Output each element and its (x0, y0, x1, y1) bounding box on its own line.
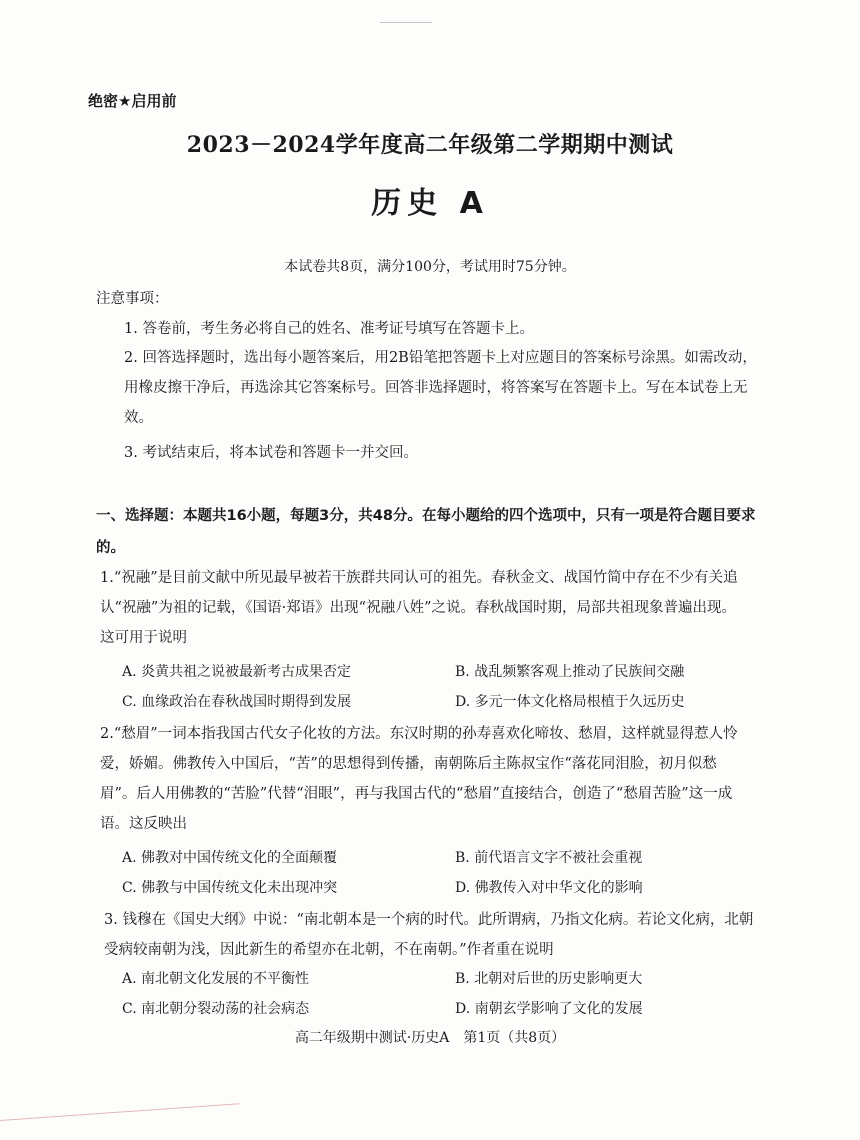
scan-mark (380, 22, 432, 23)
confidential-label: 绝密★启用前 (88, 92, 177, 110)
question-2-option-c: C. 佛教与中国传统文化未出现冲突 (122, 880, 338, 896)
note-item-2: 2. 回答选择题时，选出每小题答案后，用2B铅笔把答题卡上对应题目的答案标号涂黑。如需改动，用橡皮擦干净后，再选涂其它答案标号。回答非选择题时，将答案写在答题卡上。写在本试卷上无效。 (124, 350, 757, 426)
question-3-option-c: C. 南北朝分裂动荡的社会病态 (122, 1001, 310, 1017)
question-3-option-a: A. 南北朝文化发展的不平衡性 (122, 971, 310, 987)
question-1-option-a: A. 炎黄共祖之说被最新考古成果否定 (122, 664, 352, 680)
section-title: 一、选择题：本题共16小题，每题3分，共48分。在每小题给的四个选项中，只有一项是符合题目要求的。 (96, 508, 756, 556)
subject-title: 历史 A (371, 186, 489, 221)
scan-edge-mark (0, 1103, 239, 1121)
question-3-stem: 3. 钱穆在《国史大纲》中说：“南北朝本是一个病的时代。此所谓病，乃指文化病。若论文化病，北朝受病较南朝为浅，因此新生的希望亦在北朝，不在南朝。”作者重在说明 (104, 912, 754, 958)
question-2-option-d: D. 佛教传入对中华文化的影响 (455, 880, 643, 896)
question-3-option-b: B. 北朝对后世的历史影响更大 (455, 971, 643, 987)
note-item-1: 1. 答卷前，考生务必将自己的姓名、准考证号填写在答题卡上。 (124, 321, 534, 337)
question-1-stem: 1.“祝融”是目前文献中所见最早被若干族群共同认可的祖先。春秋金文、战国竹简中存在不少有关追认“祝融”为祖的记载，《国语·郑语》出现“祝融八姓”之说。春秋战国时期，局部共祖现象普遍出现。这可用于说明 (100, 570, 738, 646)
question-1-option-c: C. 血缘政治在春秋战国时期得到发展 (122, 694, 352, 710)
notes-heading: 注意事项： (96, 291, 169, 307)
question-1-option-d: D. 多元一体文化格局根植于久远历史 (455, 694, 685, 710)
page-footer: 高二年级期中测试·历史A 第1页（共8页） (294, 1030, 566, 1046)
exam-title: 2023－2024学年度高二年级第二学期期中测试 (186, 132, 674, 158)
note-item-3: 3. 考试结束后，将本试卷和答题卡一并交回。 (124, 445, 418, 461)
question-2-option-a: A. 佛教对中国传统文化的全面颠覆 (122, 850, 338, 866)
question-1-option-b: B. 战乱频繁客观上推动了民族间交融 (455, 664, 685, 680)
question-2-stem: 2.“愁眉”一词本指我国古代女子化妆的方法。东汉时期的孙寿喜欢化啼妆、愁眉，这样就显得惹人怜爱，娇媚。佛教传入中国后，“苦”的思想得到传播，南朝陈后主陈叔宝作“落花同泪脸，初月似愁眉”。后人用佛教的“苦脸”代替“泪眼”，再与我国古代的“愁眉”直接结合，创造了“愁眉苦脸”这一成语。这反映出 (100, 726, 738, 832)
question-3-option-d: D. 南朝玄学影响了文化的发展 (455, 1001, 643, 1017)
exam-info: 本试卷共8页，满分100分，考试用时75分钟。 (284, 259, 576, 275)
question-2-option-b: B. 前代语言文字不被社会重视 (455, 850, 643, 866)
